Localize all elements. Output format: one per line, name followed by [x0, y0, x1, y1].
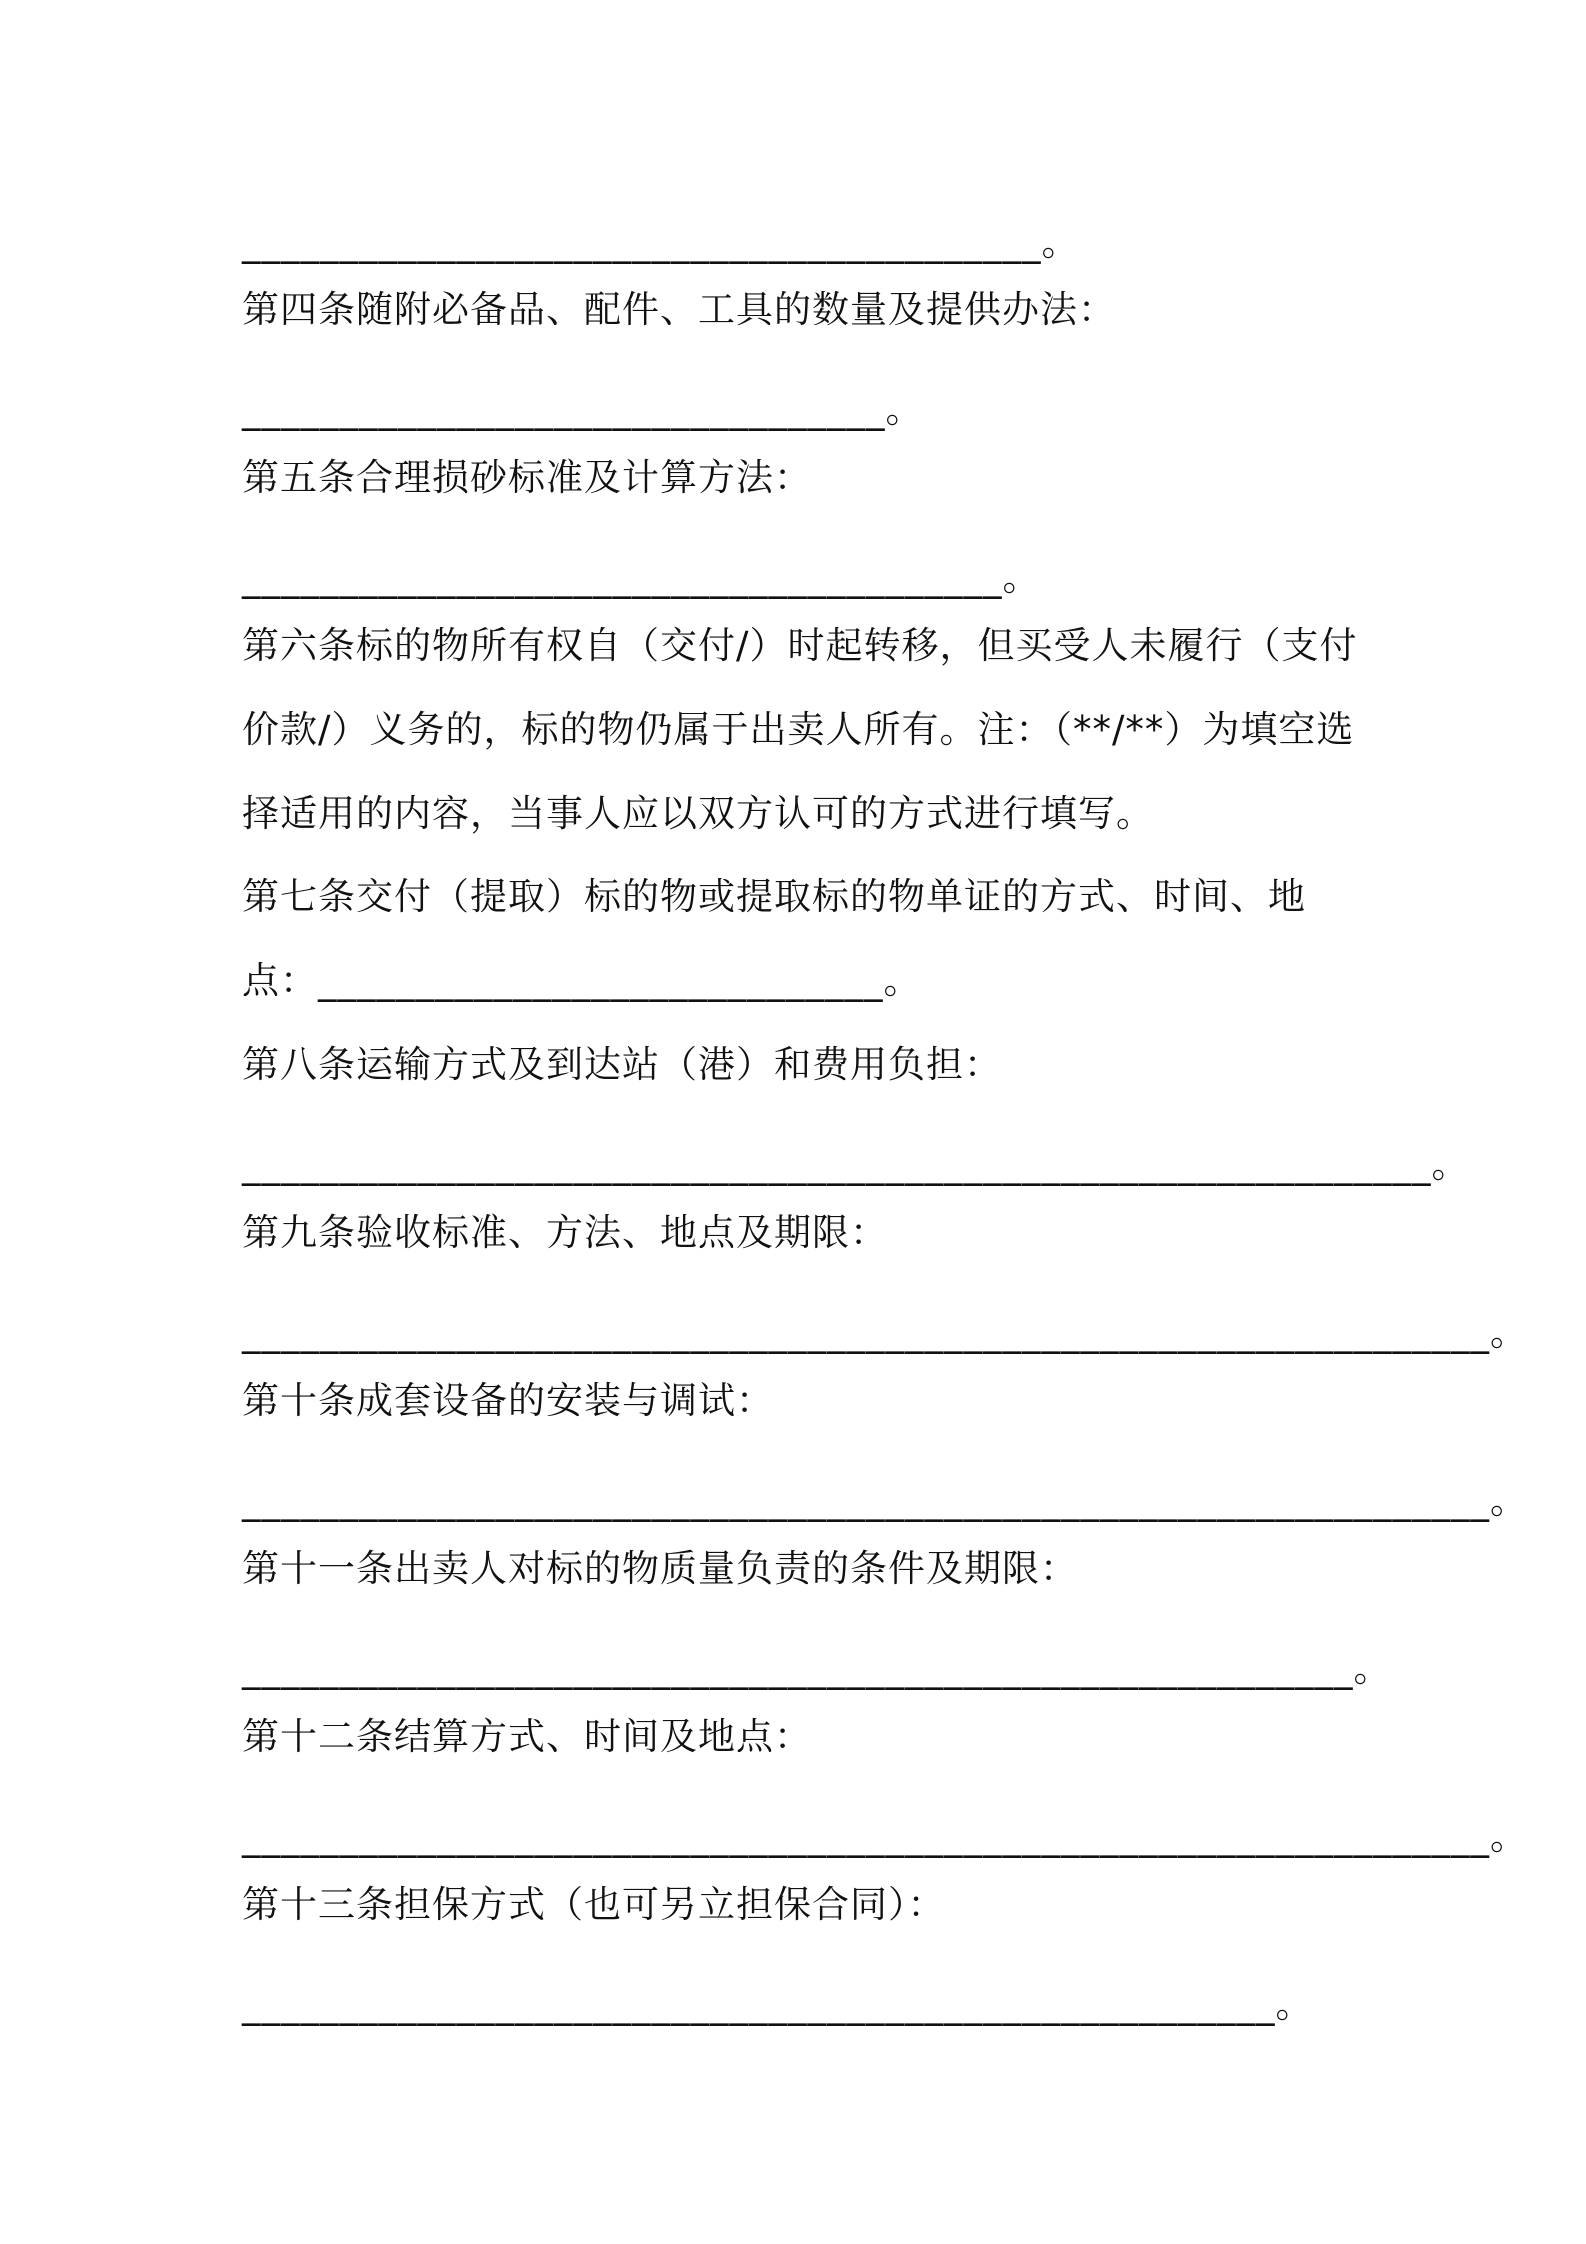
blank-line-article-5: _______________________________________。 — [242, 556, 1041, 599]
article-6-line-2: 价款/）义务的，标的物仍属于出卖人所有。注：（**/**）为填空选 — [242, 708, 1355, 751]
article-5-heading: 第五条合理损砂标准及计算方法： — [242, 456, 812, 499]
blank-line-article-3: _________________________________________。 — [242, 221, 1080, 264]
article-9-heading: 第九条验收标准、方法、地点及期限： — [242, 1211, 888, 1254]
blank-line-article-9: ________________________________________________________________。 — [242, 1311, 1528, 1354]
article-4-heading: 第四条随附必备品、配件、工具的数量及提供办法： — [242, 288, 1116, 331]
article-11-heading: 第十一条出卖人对标的物质量负责的条件及期限： — [242, 1547, 1078, 1590]
article-12-heading: 第十二条结算方式、时间及地点： — [242, 1715, 812, 1758]
article-8-heading: 第八条运输方式及到达站（港）和费用负担： — [242, 1043, 1002, 1086]
blank-line-article-11: _________________________________________________________。 — [242, 1647, 1392, 1690]
blank-line-article-10: ________________________________________________________________。 — [242, 1479, 1528, 1522]
article-13-heading: 第十三条担保方式（也可另立担保合同）： — [242, 1883, 946, 1926]
article-7-line-1: 第七条交付（提取）标的物或提取标的物单证的方式、时间、地 — [242, 875, 1306, 918]
article-10-heading: 第十条成套设备的安装与调试： — [242, 1379, 774, 1422]
article-6-line-3: 择适用的内容，当事人应以双方认可的方式进行填写。 — [242, 792, 1154, 835]
article-7-line-2: 点：_____________________________。 — [242, 959, 922, 1002]
blank-line-article-8: _____________________________________________________________。 — [242, 1143, 1470, 1186]
blank-line-article-4: _________________________________。 — [242, 388, 924, 431]
blank-line-article-12: ________________________________________________________________。 — [242, 1815, 1528, 1858]
blank-line-article-13: _____________________________________________________。 — [242, 1983, 1314, 2026]
article-6-line-1: 第六条标的物所有权自（交付/）时起转移，但买受人未履行（支付 — [242, 624, 1358, 667]
